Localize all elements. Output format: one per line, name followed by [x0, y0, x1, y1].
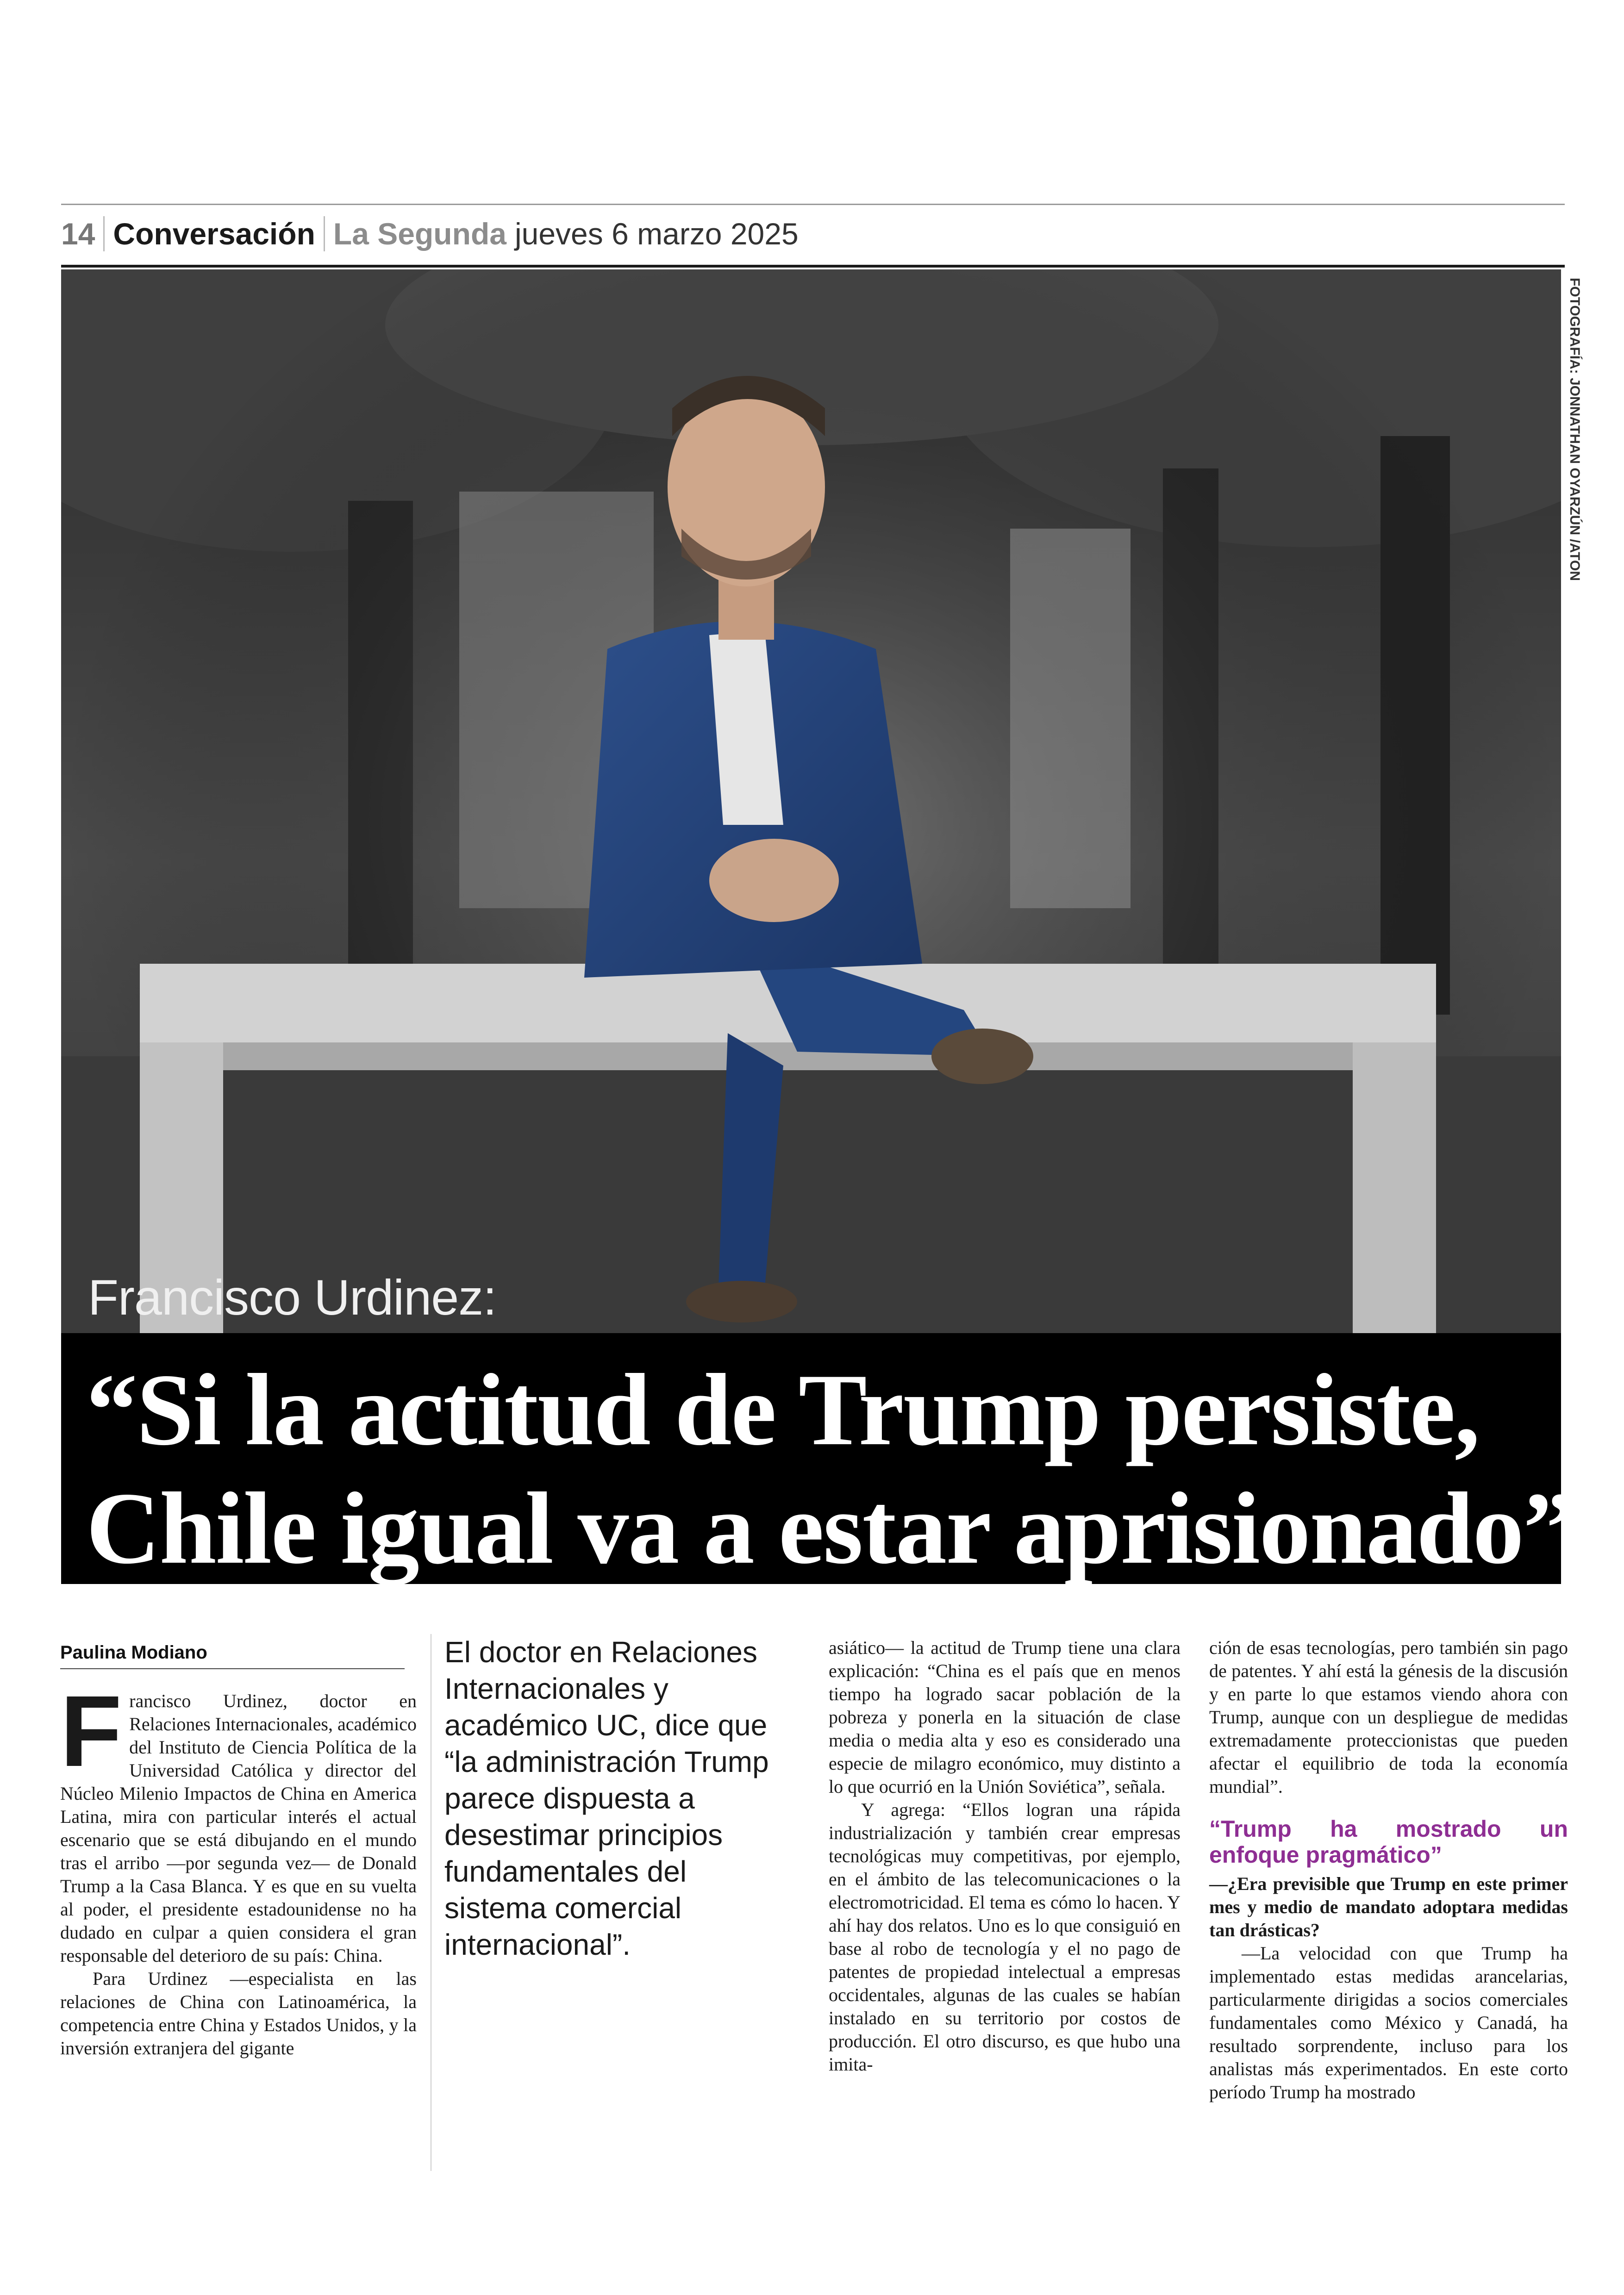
section-name: Conversación [105, 216, 325, 251]
paragraph-2: Para Urdinez —especialista en las relaciones de China con Latinoamérica, la competencia entre China y Estados Unidos, y la inversión extranjera del gigante [60, 1968, 417, 2058]
headline [86, 1351, 1574, 1588]
headline-line-2: Chile igual va a estar aprisionado” [86, 1472, 1574, 1585]
headline-line-1: “Si la actitud de Trump persiste, [86, 1353, 1480, 1467]
article-column-4 [1209, 1636, 1568, 2104]
header-top-rule [61, 204, 1565, 205]
article-column-3 [829, 1636, 1181, 2076]
headline-kicker: Francisco Urdinez: [88, 1269, 497, 1325]
page-number: 14 [61, 216, 105, 251]
paragraph-4: Y agrega: “Ellos logran una rápida industrialización y también crear empresas tecnológicas muy competitivas, por ejemplo, en el ámbito de las telecomunicaciones o la electromotricidad. El tema es cómo lo hacen. Y ahí hay dos relatos. Uno es lo que consiguió en base al robo de tecnología y el no pago de patentes de propiedad intelectual a empresas occidentales, algunas de las cuales se habían instalado en su territorio por costos de producción. El otro discurso, es que hubo una imita- [829, 1799, 1181, 2075]
photo-credit [1564, 278, 1588, 581]
photo-credit-text: FOTOGRAFÍA: JONNATHAN OYARZÚN /ATON [1567, 278, 1582, 581]
paragraph-1 [60, 1675, 417, 1967]
article-column-1 [60, 1675, 417, 2060]
drop-cap: F [60, 1675, 122, 1788]
paragraph-5: ción de esas tecnologías, pero también sin pago de patentes. Y ahí está la génesis de la discusión y en parte lo que estamos viendo ahora con Trump, aunque con un despliegue de medidas extremadamente proteccionistas que pueden afectar el equilibrio de toda la economía mundial”. [1209, 1637, 1568, 1797]
subheading: “Trump ha mostrado un enfoque pragmático” [1209, 1816, 1568, 1868]
pull-quote: El doctor en Relaciones Internacionales y académico UC, dice que “la administración Trump parece dispuesta a desestimar principios fundamentales del sistema comercial internacional”. [444, 1635, 769, 1961]
byline-rule [60, 1668, 405, 1669]
paragraph-1-text: rancisco Urdinez, doctor en Relaciones Internacionales, académico del Instituto de Ciencia Política de la Universidad Católica y director del Núcleo Milenio Impactos de China en America Latina, mira con particular interés el actual escenario que se está dibujando en el mundo tras el arribo —por segunda vez— de Donald Trump a la Casa Blanca. Y es que en su vuelta al poder, el presidente estadounidense no ha dudado en culpar a quien considera el gran responsable del deterioro de su país: China. [60, 1690, 417, 1966]
header-bottom-rule [61, 265, 1565, 268]
newspaper-name: La Segunda [333, 217, 506, 251]
page-header [61, 211, 799, 257]
issue-date: jueves 6 marzo 2025 [514, 217, 799, 251]
byline: Paulina Modiano [60, 1642, 207, 1663]
interview-question: —¿Era previsible que Trump en este primer mes y medio de mandato adoptara medidas tan drásticas? [1209, 1873, 1568, 1940]
paragraph-3: asiático— la actitud de Trump tiene una clara explicación: “China es el país que en menos tiempo ha logrado sacar población de la pobreza y ponerla en la situación de clase media o media alta y eso es considerado una especie de milagro económico, muy distinto a lo que ocurrió en la Unión Soviética”, señala. [829, 1637, 1181, 1797]
paragraph-6: —La velocidad con que Trump ha implementado estas medidas arancelarias, particularmente dirigidas a socios comerciales fundamentales como México y Canadá, ha resultado sorprendente, incluso para los analistas más experimentados. En este corto período Trump ha mostrado [1209, 1943, 1568, 2102]
